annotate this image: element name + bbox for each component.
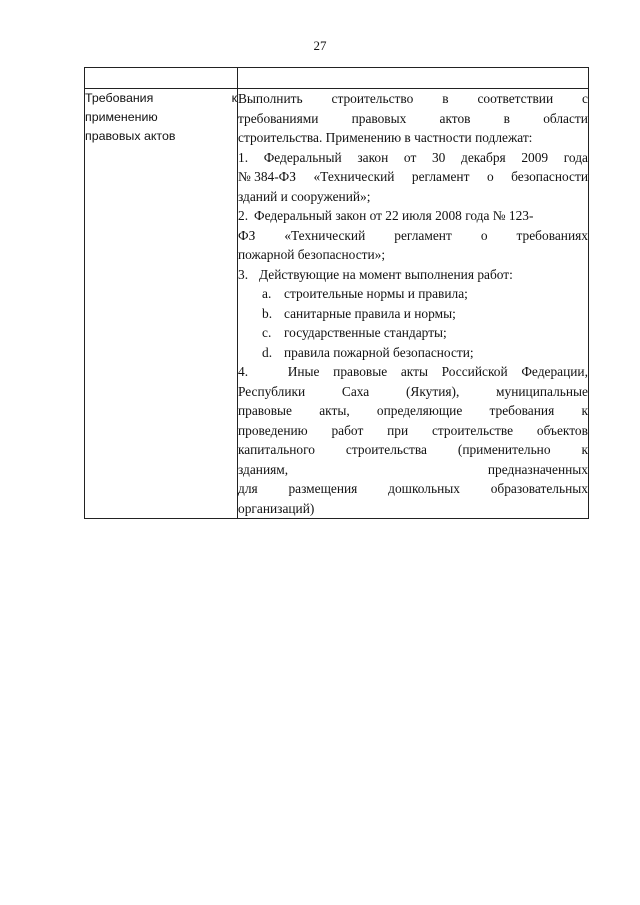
item4-line-8: организаций)	[238, 500, 315, 516]
item1-line-2: № 384-ФЗ «Технический регламент о безопасности	[238, 169, 588, 184]
item1-line-3: зданий и сооружений»;	[238, 188, 371, 204]
requirement-description-cell	[238, 89, 589, 519]
page-number: 27	[313, 38, 327, 53]
item4-line-5: капитального строительства (применительно к	[238, 442, 588, 457]
item1-line-1: 1. Федеральный закон от 30 декабря 2009 года	[238, 149, 588, 165]
header-cell-left	[85, 68, 238, 89]
item2-line-2: ФЗ «Технический регламент о требованиях	[238, 227, 588, 243]
table-header-row	[85, 68, 589, 89]
item2-line-3: пожарной безопасности»;	[238, 247, 386, 262]
item4-line-1: 4. Иные правовые акты Российской Федерации,	[238, 364, 588, 379]
sub-item-d: d. правила пожарной безопасности;	[262, 344, 474, 360]
item2-line-1: 2. Федеральный закон от 22 июля 2008 года № 123-	[238, 208, 534, 223]
table-row	[85, 89, 589, 519]
requirement-title-line1: Требования к	[85, 91, 237, 105]
intro-line-3: строительства. Применению в частности подлежат:	[238, 130, 533, 145]
requirement-title-line2: применению	[85, 110, 158, 124]
intro-line-1: Выполнить строительство в соответствии с	[238, 91, 588, 106]
intro-line-2: требованиями правовых актов в области	[238, 110, 588, 126]
sub-item-c: c. государственные стандарты;	[262, 325, 447, 340]
item4-line-3: правовые акты, определяющие требования к	[238, 403, 588, 418]
sub-item-a: a. строительные нормы и правила;	[262, 286, 468, 301]
item4-line-7: для размещения дошкольных образовательных	[238, 481, 588, 496]
item4-line-6: зданиям, предназначенных	[238, 461, 588, 477]
item4-line-4: проведению работ при строительстве объектов	[238, 422, 588, 438]
requirement-title-line3: правовых актов	[85, 129, 176, 143]
requirement-name-cell	[85, 89, 238, 519]
item4-line-2: Республики Саха (Якутия), муниципальные	[238, 383, 588, 399]
header-cell-right	[238, 68, 589, 89]
requirements-table	[84, 67, 589, 519]
sub-item-b: b. санитарные правила и нормы;	[262, 305, 456, 321]
item3-line: 3. Действующие на момент выполнения работ:	[238, 266, 513, 282]
